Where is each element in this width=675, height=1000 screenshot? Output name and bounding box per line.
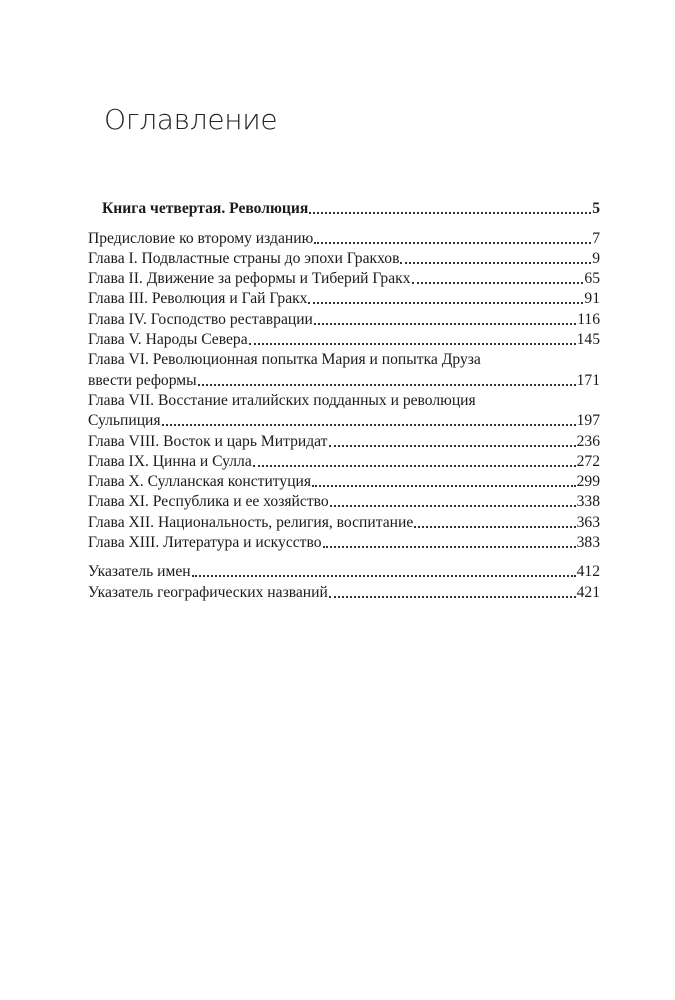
toc-entry[interactable] bbox=[88, 410, 600, 430]
dot-leader bbox=[329, 596, 576, 598]
dot-leader bbox=[414, 526, 575, 528]
page-title: Оглавление bbox=[104, 103, 278, 136]
toc-entry-title: Глава IX. Цинна и Сулла bbox=[88, 452, 252, 470]
toc-entry[interactable] bbox=[88, 308, 600, 328]
toc-entry-title: Книга четвертая. Революция bbox=[102, 200, 309, 218]
toc-entry[interactable] bbox=[88, 369, 600, 389]
dot-leader bbox=[312, 485, 576, 487]
table-of-contents bbox=[88, 198, 600, 602]
toc-page-number: 272 bbox=[576, 452, 600, 470]
dot-leader bbox=[323, 546, 576, 548]
toc-book-entry[interactable] bbox=[88, 198, 600, 218]
toc-page-number: 9 bbox=[592, 249, 600, 267]
toc-entry[interactable] bbox=[88, 511, 600, 531]
toc-entry-title: Глава VII. Восстание италийских подданных и революция bbox=[88, 391, 476, 409]
toc-entry-line1[interactable] bbox=[88, 390, 600, 410]
toc-entry[interactable] bbox=[88, 268, 600, 288]
toc-entry[interactable] bbox=[88, 288, 600, 308]
dot-leader bbox=[330, 505, 576, 507]
toc-entry-title: Глава XII. Национальность, религия, воспитание bbox=[88, 513, 414, 531]
toc-entry-title: Глава IV. Господство реставрации bbox=[88, 310, 313, 328]
dot-leader bbox=[249, 343, 576, 345]
dot-leader bbox=[309, 212, 591, 214]
toc-page-number: 65 bbox=[584, 270, 600, 288]
toc-page-number: 412 bbox=[576, 563, 600, 581]
dot-leader bbox=[314, 242, 591, 244]
toc-entry[interactable] bbox=[88, 532, 600, 552]
toc-entry-title-continued: Сульпиция bbox=[88, 412, 161, 430]
dot-leader bbox=[400, 262, 591, 264]
toc-entry[interactable] bbox=[88, 471, 600, 491]
toc-entry-title: Глава III. Революция и Гай Гракх bbox=[88, 290, 308, 308]
dot-leader bbox=[412, 282, 584, 284]
dot-leader bbox=[253, 465, 576, 467]
toc-entry-title: Указатель географических названий bbox=[88, 583, 328, 601]
toc-page-number: 7 bbox=[592, 229, 600, 247]
toc-page-number: 236 bbox=[576, 432, 600, 450]
toc-page-number: 383 bbox=[576, 534, 600, 552]
toc-entry-title: Предисловие ко второму изданию bbox=[88, 229, 314, 247]
toc-entry-title: Глава II. Движение за реформы и Тиберий Гракх bbox=[88, 270, 411, 288]
toc-page-number: 171 bbox=[576, 371, 600, 389]
toc-page-number: 5 bbox=[592, 200, 600, 218]
toc-page-number: 421 bbox=[576, 583, 600, 601]
toc-page-number: 197 bbox=[576, 412, 600, 430]
toc-entry-title: Указатель имен bbox=[88, 563, 191, 581]
toc-index-entry[interactable] bbox=[88, 581, 600, 601]
toc-entry-title: Глава X. Сулланская конституция bbox=[88, 473, 312, 491]
toc-page-number: 299 bbox=[576, 473, 600, 491]
toc-entry-title: Глава XI. Республика и ее хозяйство bbox=[88, 493, 329, 511]
toc-page-number: 91 bbox=[584, 290, 600, 308]
toc-entry-title: Глава I. Подвластные страны до эпохи Гракхов bbox=[88, 249, 400, 267]
toc-page-number: 363 bbox=[576, 513, 600, 531]
dot-leader bbox=[198, 384, 576, 386]
toc-entry[interactable] bbox=[88, 329, 600, 349]
toc-entry-title: Глава V. Народы Севера bbox=[88, 331, 248, 349]
toc-entry-title: Глава VIII. Восток и царь Митридат bbox=[88, 432, 328, 450]
toc-entry-title-continued: ввести реформы bbox=[88, 371, 197, 389]
toc-entry-line1[interactable] bbox=[88, 349, 600, 369]
dot-leader bbox=[192, 575, 576, 577]
toc-index-entry[interactable] bbox=[88, 561, 600, 581]
dot-leader bbox=[314, 323, 576, 325]
toc-page-number: 116 bbox=[577, 310, 600, 328]
toc-entry[interactable] bbox=[88, 451, 600, 471]
dot-leader bbox=[329, 445, 576, 447]
toc-page-number: 145 bbox=[576, 331, 600, 349]
toc-entry-title: Глава XIII. Литература и искусство bbox=[88, 534, 322, 552]
toc-entry[interactable] bbox=[88, 430, 600, 450]
toc-entry-title: Глава VI. Революционная попытка Мария и попытка Друза bbox=[88, 351, 481, 369]
toc-entry[interactable] bbox=[88, 248, 600, 268]
dot-leader bbox=[162, 424, 576, 426]
toc-entry[interactable] bbox=[88, 227, 600, 247]
dot-leader bbox=[308, 302, 583, 304]
toc-entry[interactable] bbox=[88, 491, 600, 511]
toc-page-number: 338 bbox=[576, 493, 600, 511]
